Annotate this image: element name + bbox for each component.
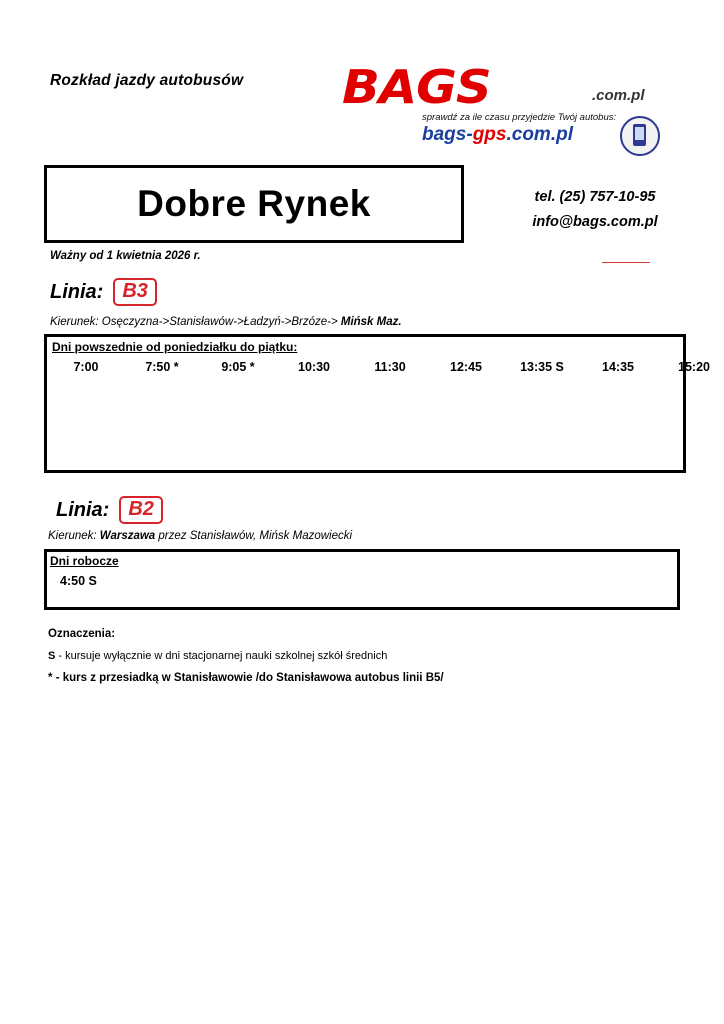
legend-key-star: *: [48, 672, 53, 684]
direction-via-b2: przez Stanisławów, Mińsk Mazowiecki: [158, 530, 353, 542]
direction-b2: [48, 530, 352, 542]
line-header-b2: [56, 496, 163, 524]
logo-domain-suffix: .com.pl: [592, 87, 645, 104]
logo-tagline: sprawdź za ile czasu przyjedzie Twój autobus:: [422, 112, 617, 123]
line-header-b3: [50, 278, 157, 306]
legend-title: Oznaczenia:: [48, 628, 116, 640]
departure-time: 7:50 *: [145, 360, 179, 374]
direction-label-b3: Kierunek:: [50, 316, 99, 328]
departure-time: 4:50 S: [60, 574, 97, 588]
line-badge-b2: B2: [119, 496, 163, 524]
direction-label-b2: Kierunek:: [48, 530, 97, 542]
contact-block: [500, 185, 690, 236]
gps-site-text: [422, 124, 573, 146]
timetable-box-b3: [44, 334, 686, 473]
departure-time: 11:30: [374, 360, 406, 374]
departure-time: 10:30: [298, 360, 330, 374]
legend-text-s: - kursuje wyłącznie w dni stacjonarnej nauki szkolnej szkół średnich: [58, 650, 388, 662]
gps-accent: gps: [472, 124, 507, 145]
contact-phone: tel. (25) 757-10-95: [534, 189, 656, 205]
bags-logo: [342, 60, 682, 155]
mobile-phone-icon: [620, 116, 660, 156]
line-label-b3: Linia:: [50, 280, 104, 303]
departure-time: 14:35: [602, 360, 634, 374]
direction-via-b3: Osęczyzna->Stanisławów->Ładzyń->Brzóze->: [101, 316, 338, 328]
gps-suffix: .com.pl: [506, 124, 573, 145]
legend-item-star: [48, 672, 444, 684]
valid-from-text: Ważny od 1 kwietnia 2026 r.: [50, 250, 201, 262]
departure-time: 12:45: [450, 360, 482, 374]
departure-time: 7:00: [73, 360, 99, 374]
direction-dest-b3: Mińsk Maz.: [340, 316, 402, 328]
line-label-b2: Linia:: [56, 498, 110, 521]
legend-key-s: S: [48, 650, 56, 662]
schedule-heading-b3: Dni powszednie od poniedziałku do piątku:: [52, 340, 298, 354]
timetable-box-b2: [44, 549, 680, 610]
contact-divider: [602, 262, 650, 263]
direction-b3: [50, 316, 402, 328]
direction-dest-b2: Warszawa: [99, 530, 156, 542]
departure-time: 9:05 *: [221, 360, 255, 374]
gps-prefix: bags-: [422, 124, 473, 145]
times-row-b3: [48, 360, 724, 374]
schedule-heading-b2: Dni robocze: [50, 554, 119, 568]
phone-screen: [633, 124, 646, 146]
contact-email: info@bags.com.pl: [532, 214, 658, 231]
line-badge-b3: B3: [113, 278, 157, 306]
legend-text-star: - kurs z przesiadką w Stanisławowie /do Stanisławowa autobus linii B5/: [55, 672, 444, 684]
stop-name: Dobre Rynek: [137, 183, 371, 224]
legend-item-s: [48, 650, 387, 662]
departure-time: 15:20: [678, 360, 710, 374]
stop-name-box: [44, 165, 464, 243]
page-title: Rozkład jazdy autobusów: [50, 72, 244, 89]
logo-brand-text: BAGS: [342, 60, 491, 114]
departure-time: 13:35 S: [520, 360, 564, 374]
